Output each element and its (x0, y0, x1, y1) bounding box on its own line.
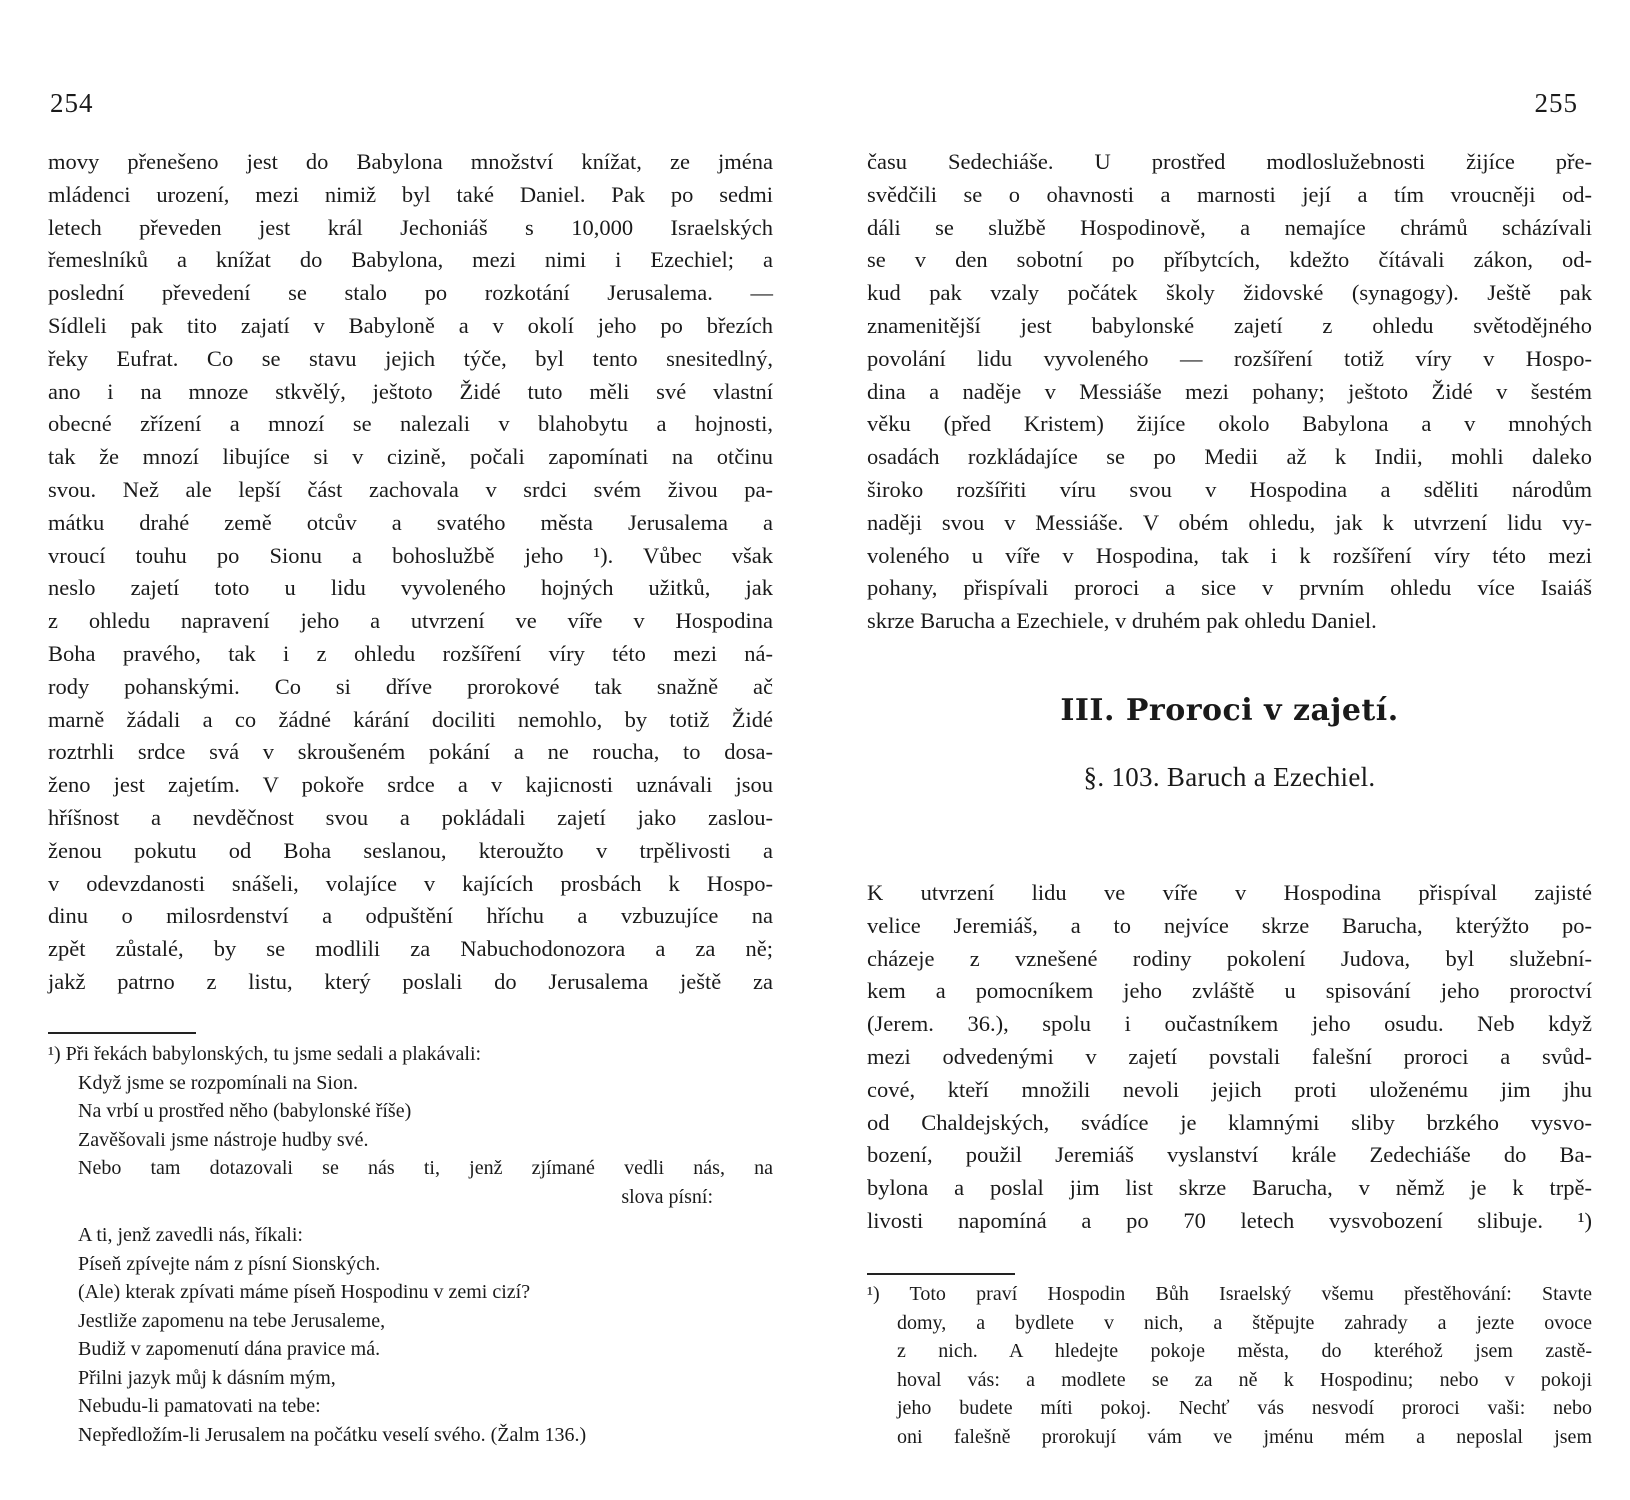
text-line: času Sedechiáše. U prostřed modloslužebnosti žijíce pře- (867, 149, 1592, 174)
body-text-top (867, 146, 1592, 638)
footnote-line: Budiž v zapomenutí dána pravice má. (78, 1338, 381, 1360)
footnote-line: Zavěšovali jsme nástroje hudby své. (78, 1128, 369, 1151)
text-line: bození, použil Jeremiáš vyslanství krále Zedechiáše do Ba- (867, 1142, 1592, 1168)
footnote-line: slova písní: (621, 1185, 713, 1208)
text-line: rody pohanskými. Co si dříve prorokové tak snažně ač (48, 673, 773, 699)
page-number: 255 (1534, 88, 1578, 118)
footnote-line: Když jsme se rozpomínali na Sion. (78, 1071, 358, 1094)
text-line: mládenci urození, mezi nimiž byl také Daniel. Pak po sedmi (48, 181, 773, 207)
text-line: tak že mnozí libujíce si v cizině, počali zapomínati na otčinu (48, 444, 773, 470)
footnote-line: ¹) Toto praví Hospodin Bůh Israelský všemu přestěhování: Stavte (867, 1283, 1592, 1305)
footnote (48, 1040, 773, 1449)
footnote-line: ¹) Při řekách babylonských, tu jsme sedali a plakávali: (48, 1043, 482, 1065)
text-line: cházeje z vznešené rodiny pokolení Judova, byl služební- (867, 945, 1592, 971)
text-line: letech převeden jest král Jechoniáš s 10,000 Israelských (48, 214, 773, 240)
footnote-line: oni falešně prorokují vám ve jménu mém a neposlal jsem (897, 1425, 1592, 1448)
text-line: neslo zajetí toto u lidu vyvoleného hojných užitků, jak (48, 575, 773, 601)
footnote-line: A ti, jenž zavedli nás, říkali: (78, 1224, 303, 1246)
footnote-line: Nepředložím-li Jerusalem na počátku veselí svého. (Žalm 136.) (78, 1423, 587, 1446)
text-line: hříšnost a nevděčnost svou a pokládali zajetí jako zaslou- (48, 804, 773, 830)
text-line: jakž patrno z listu, který poslali do Jerusalema ještě za (48, 968, 773, 994)
text-line: poslední převedení se stalo po rozkotání Jerusalema. — (48, 280, 773, 306)
text-line: řemeslníků a knížat do Babylona, mezi nimi i Ezechiel; a (48, 247, 773, 273)
text-line: velice Jeremiáš, a to nejvíce skrze Barucha, kterýžto po- (867, 912, 1592, 938)
text-line: Sídleli pak tito zajatí v Babyloně a v okolí jeho po březích (48, 312, 773, 338)
text-line: mátku drahé země otcův a svatého města Jerusalema a (48, 509, 773, 535)
text-line: obecné zřízení a mnozí se nalezali v blahobytu a hojnosti, (48, 411, 773, 437)
text-line: Boha pravého, tak i z ohledu rozšíření víry této mezi ná- (48, 640, 773, 666)
text-line: dinu o milosrdenství a odpuštění hříchu a vzbuzujíce na (48, 903, 773, 929)
text-line: livosti napomíná a po 70 letech vysvobození slibuje. ¹) (867, 1207, 1592, 1233)
text-line: (Jerem. 36.), spolu i oučastníkem jeho osudu. Neb když (867, 1011, 1592, 1037)
text-line: svou. Než ale lepší část zachovala v srdci svém živou pa- (48, 476, 773, 502)
footnote-line: Nebo tam dotazovali se nás ti, jenž zjímané vedli nás, na (78, 1157, 773, 1179)
footnote-line: Nebudu-li pamatovati na tebe: (78, 1395, 321, 1417)
text-line: povolání lidu vyvoleného — rozšíření totiž víry v Hospo- (867, 345, 1592, 371)
footnote-line: (Ale) kterak zpívati máme píseň Hospodinu v zemi cizí? (78, 1281, 531, 1303)
footnote-line: jeho budete míti pokoj. Nechť vás nesvodí proroci vaši: nebo (897, 1397, 1592, 1419)
footnote-line: Jestliže zapomenu na tebe Jerusaleme, (78, 1309, 386, 1332)
text-line: bylona a poslal jim list skrze Barucha, v němž je k trpě- (867, 1175, 1592, 1201)
text-line: skrze Barucha a Ezechiele, v druhém pak ohledu Daniel. (867, 608, 1377, 634)
footnote-line: z nich. A hledejte pokoje města, do kteréhož jsem zastě- (897, 1340, 1592, 1362)
chapter-heading: III. Proroci v zajetí. (1060, 693, 1399, 728)
text-line: osadách rozkládajíce se po Medii až k Indii, mohli daleko (867, 444, 1592, 470)
text-line: roztrhli srdce svá v skroušeném pokání a ne roucha, to dosa- (48, 739, 773, 765)
text-line: movy přenešeno jest do Babylona množství knížat, ze jména (48, 149, 773, 174)
footnote-line: Píseň zpívejte nám z písní Sionských. (78, 1252, 381, 1275)
text-line: marně žádali a co žádné kárání dociliti nemohlo, by totiž Židé (48, 706, 773, 732)
footnote-divider (48, 1032, 196, 1034)
text-line: široko rozšířiti víru svou v Hospodina a sděliti národům (867, 476, 1592, 502)
text-line: od Chaldejských, svádíce je klamnými sliby brzkého vysvo- (867, 1109, 1592, 1135)
body-text-bottom (867, 877, 1592, 1238)
footnote-line: Přilni jazyk můj k dásním mým, (78, 1366, 336, 1389)
body-text (48, 146, 773, 999)
text-line: řeky Eufrat. Co se stavu jejich týče, byl tento snesitedlný, (48, 345, 773, 371)
text-line: kud pak vzaly počátek školy židovské (synagogy). Ještě pak (867, 280, 1592, 306)
text-line: zpět zůstalé, by se modlili za Nabuchodonozora a za ně; (48, 936, 773, 962)
footnote-line: Na vrbí u prostřed něho (babylonské říše) (78, 1100, 412, 1122)
text-line: mezi odvedenými v zajetí povstali falešní proroci a svůd- (867, 1043, 1592, 1069)
text-line: K utvrzení lidu ve víře v Hospodina přispíval zajisté (867, 880, 1592, 905)
text-line: voleného u víře v Hospodina, tak i k rozšíření víry této mezi (867, 542, 1592, 568)
text-line: ano i na mnoze stkvělý, ještoto Židé tuto měli své vlastní (48, 378, 773, 404)
text-line: v odevzdanosti snášeli, volajíce v kajících prosbách k Hospo- (48, 870, 773, 896)
text-line: věku (před Kristem) žijíce okolo Babylona a v mnohých (867, 411, 1592, 437)
text-line: vroucí touhu po Sionu a bohoslužbě jeho ¹). Vůbec však (48, 542, 773, 568)
text-line: ženo jest zajetím. V pokoře srdce a v kajicnosti uznávali jsou (48, 772, 773, 798)
text-line: pohany, přispívali proroci a sice v prvním ohledu více Isaiáš (867, 575, 1592, 601)
text-line: znamenitější jest babylonské zajetí z ohledu světodějného (867, 312, 1592, 338)
text-line: kem a pomocníkem jeho zvláště u spisování jeho proroctví (867, 978, 1592, 1004)
text-line: se v den sobotní po příbytcích, kdežto čítávali zákon, od- (867, 247, 1592, 273)
text-line: dina a naděje v Messiáše mezi pohany; ještoto Židé v šestém (867, 378, 1592, 404)
text-line: z ohledu napravení jeho a utvrzení ve víře v Hospodina (48, 608, 773, 634)
page-number: 254 (50, 88, 94, 118)
footnote (867, 1280, 1592, 1451)
footnote-line: hoval vás: a modlete se za ně k Hospodinu; nebo v pokoji (897, 1368, 1592, 1391)
text-line: cové, kteří množili nevoli jejich proti uloženému jim jhu (867, 1076, 1592, 1102)
text-line: ženou pokutu od Boha seslanou, kteroužto v trpělivosti a (48, 837, 773, 863)
section-heading: §. 103. Baruch a Ezechiel. (1083, 762, 1376, 792)
text-line: naději svou v Messiáše. V obém ohledu, jak k utvrzení lidu vy- (867, 509, 1592, 535)
footnote-line: domy, a bydlete v nich, a štěpujte zahrady a jezte ovoce (897, 1311, 1592, 1334)
text-line: svědčili se o ohavnosti a marnosti její a tím vroucněji od- (867, 181, 1592, 207)
text-line: dáli se službě Hospodinově, a nemajíce chrámů scházívali (867, 214, 1592, 240)
footnote-divider (867, 1273, 1015, 1275)
